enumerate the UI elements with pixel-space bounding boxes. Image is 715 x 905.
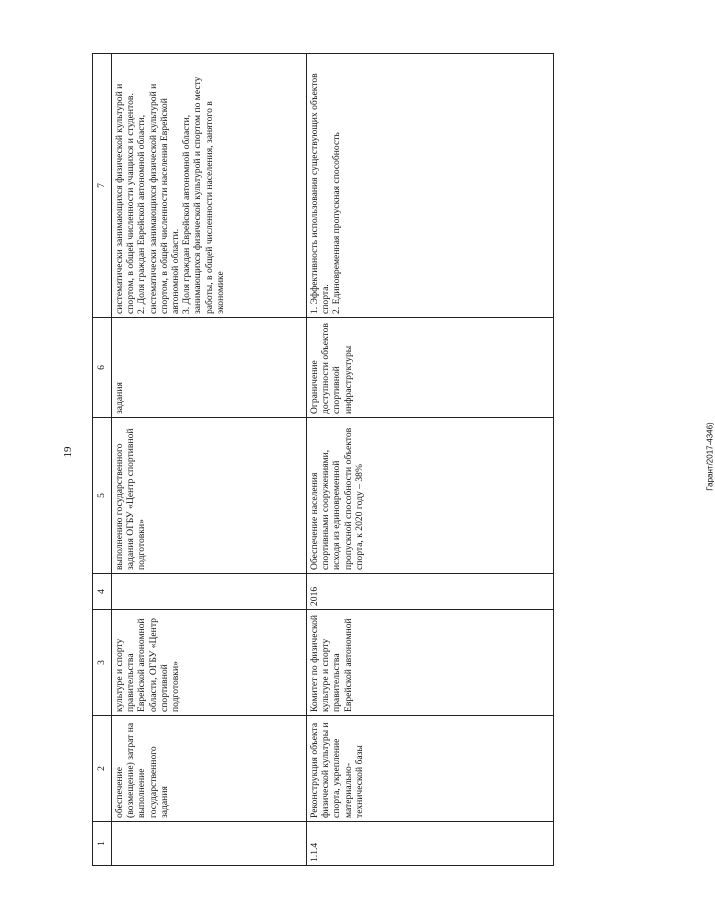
cell-year: [112, 574, 307, 610]
header-cell-6: 6: [93, 318, 112, 418]
rotated-table-layer: [92, 54, 564, 866]
header-cell-7: 7: [93, 54, 112, 318]
cell-consequences: Ограничение доступности объектов спортивной инфраструктуры: [307, 318, 554, 418]
header-cell-2: 2: [93, 716, 112, 822]
footer-reference: Гарант/2017-4346): [705, 422, 715, 491]
table-container: [92, 54, 564, 866]
header-cell-5: 5: [93, 418, 112, 574]
table-row: [307, 54, 554, 866]
cell-number: [112, 822, 307, 866]
cell-consequences: задания: [112, 318, 307, 418]
header-cell-4: 4: [93, 574, 112, 610]
cell-executor: культуре и спорту правительства Еврейской автономной области, ОГБУ «Центр спортивной подготовки»: [112, 610, 307, 716]
cell-indicators: 1. Эффективность использования существующих объектов спорта. 2. Единовременная пропускная способность: [307, 54, 554, 318]
cell-measure: Реконструкция объекта физической культуры и спорта, укрепление материально-технической базы: [307, 716, 554, 822]
table-row: [112, 54, 307, 866]
cell-expected-result: Обеспечение населения спортивными сооружениями, исходя из единовременной пропускной способности объектов спорта, к 2020 году – 38%: [307, 418, 554, 574]
cell-executor: Комитет по физической культуре и спорту правительства Еврейской автономной: [307, 610, 554, 716]
header-cell-1: 1: [93, 822, 112, 866]
table-header-row: [93, 54, 112, 866]
cell-expected-result: выполнению государственного задания ОГБУ «Центр спортивной подготовки»: [112, 418, 307, 574]
program-table: [92, 53, 554, 866]
cell-indicators: систематически занимающихся физической культурой и спортом, в общей численности учащихся и студентов. 2. Доля граждан Еврейской автономной области, систематически занимающихся физической культурой и спортом, в общей численности населения Еврейской автономной области. 3. Доля граждан Еврейской автономной области, занимающихся физической культурой и спортом по месту работы, в общей численности населения, занятого в экономике: [112, 54, 307, 318]
cell-number: 1.1.4: [307, 822, 554, 866]
page-number: 19: [62, 446, 74, 458]
cell-measure: обеспечение (возмещение) затрат на выполнение государственного задания: [112, 716, 307, 822]
header-cell-3: 3: [93, 610, 112, 716]
cell-year: 2016: [307, 574, 554, 610]
